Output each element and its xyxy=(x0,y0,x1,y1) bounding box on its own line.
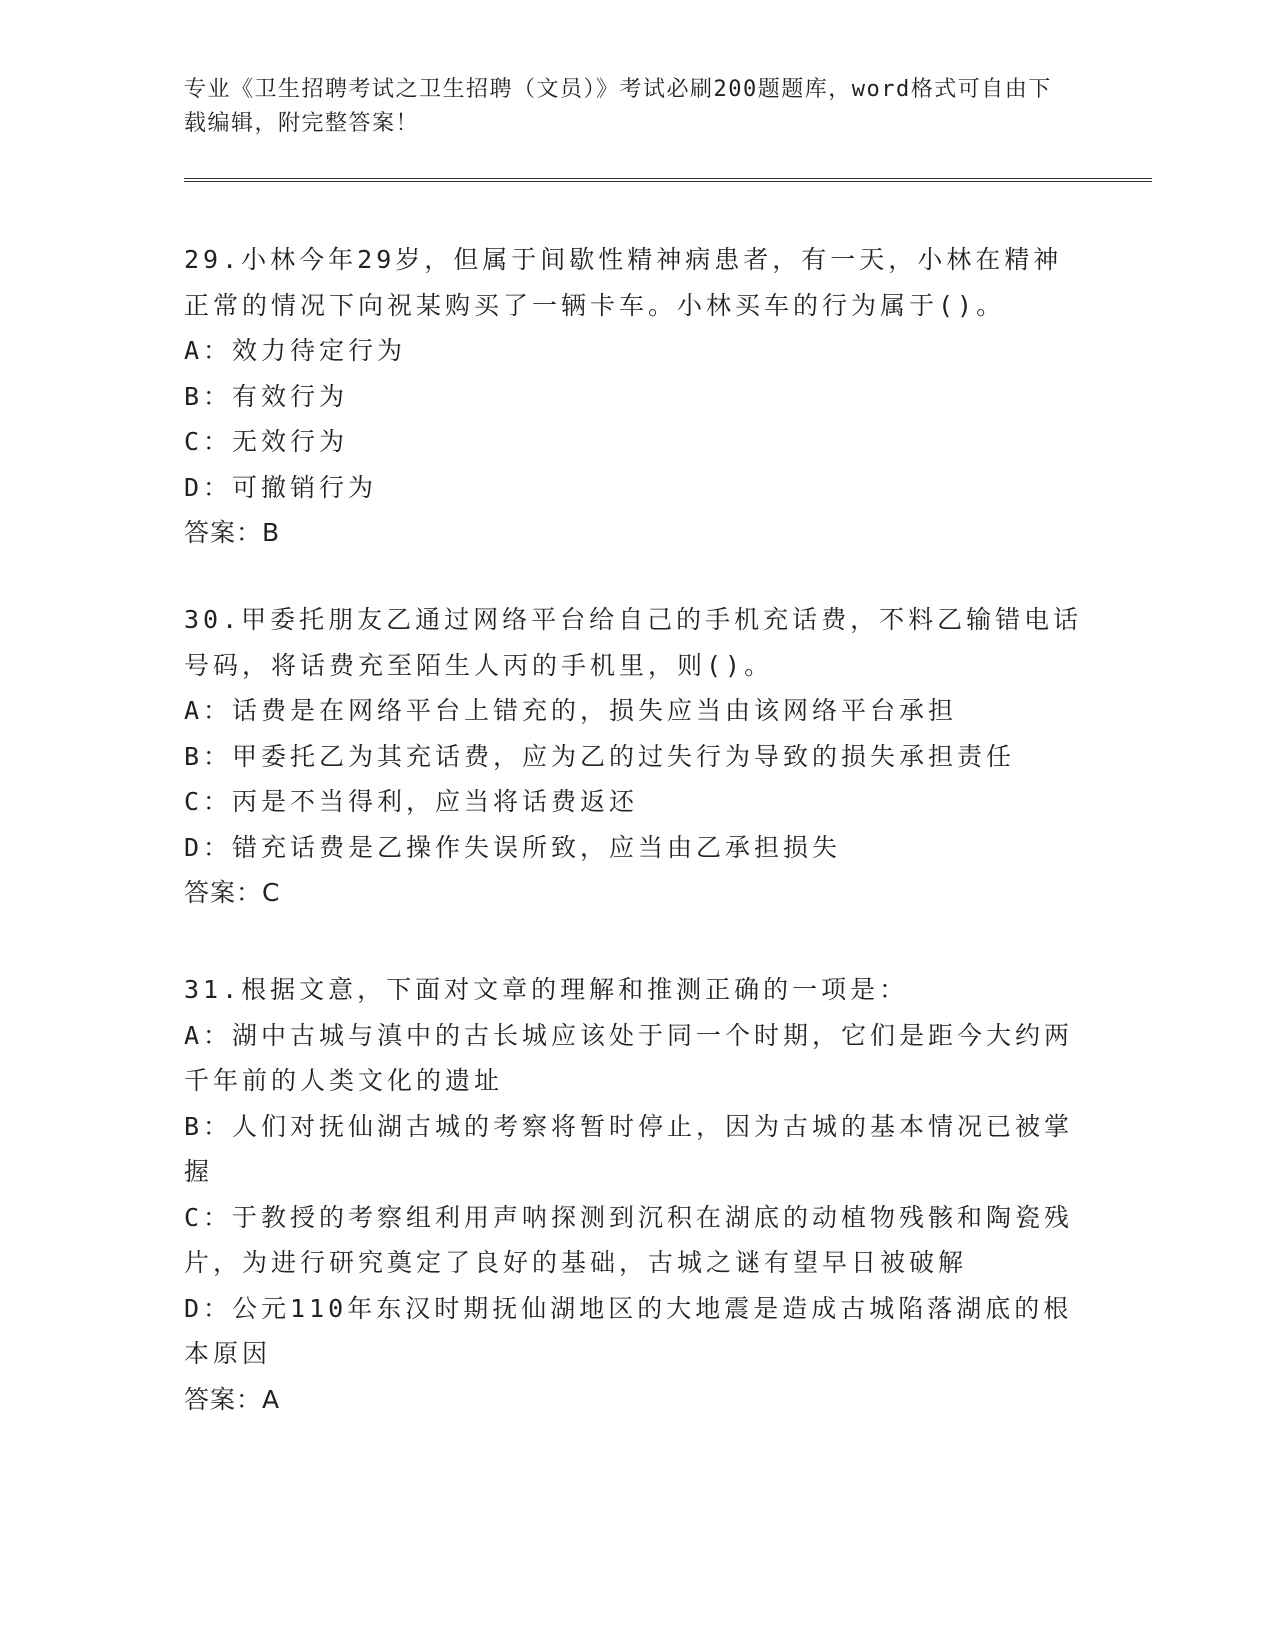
answer: 答案：B xyxy=(184,518,281,547)
answer: 答案：C xyxy=(184,878,281,907)
option-d: D：可撤销行为 xyxy=(184,472,378,502)
question-stem: 30.甲委托朋友乙通过网络平台给自己的手机充话费，不料乙输错电话号码，将话费充至陌生人丙的手机里，则()。 xyxy=(184,605,1083,680)
question-block xyxy=(184,967,1084,1422)
question-block xyxy=(184,237,1084,556)
document-header: 专业《卫生招聘考试之卫生招聘（文员）》考试必刷200题题库，word格式可自由下载编辑，附完整答案！ xyxy=(184,77,1052,136)
option-c: C：无效行为 xyxy=(184,427,349,456)
option-a: A：湖中古城与滇中的古长城应该处于同一个时期，它们是距今大约两千年前的人类文化的遗址 xyxy=(184,1020,1074,1095)
option-b: B：有效行为 xyxy=(184,381,349,411)
option-a: A：话费是在网络平台上错充的，损失应当由该网络平台承担 xyxy=(184,696,958,725)
header-divider xyxy=(184,178,1152,182)
option-b: B：甲委托乙为其充话费，应为乙的过失行为导致的损失承担责任 xyxy=(184,741,1016,771)
option-d: D：错充话费是乙操作失误所致，应当由乙承担损失 xyxy=(184,832,842,862)
option-a: A：效力待定行为 xyxy=(184,336,407,365)
option-b: B：人们对抚仙湖古城的考察将暂时停止，因为古城的基本情况已被掌握 xyxy=(184,1111,1074,1186)
question-stem: 29.小林今年29岁，但属于间歇性精神病患者，有一天，小林在精神正常的情况下向祝某购买了一辆卡车。小林买车的行为属于()。 xyxy=(184,245,1063,320)
answer: 答案：A xyxy=(184,1384,281,1414)
question-stem: 31.根据文意，下面对文章的理解和推测正确的一项是： xyxy=(184,975,909,1004)
question-block xyxy=(184,597,1084,916)
option-d: D：公元110年东汉时期抚仙湖地区的大地震是造成古城陷落湖底的根本原因 xyxy=(184,1293,1073,1368)
option-c: C：丙是不当得利，应当将话费返还 xyxy=(184,787,639,816)
option-c: C：于教授的考察组利用声呐探测到沉积在湖底的动植物残骸和陶瓷残片，为进行研究奠定了良好的基础，古城之谜有望早日被破解 xyxy=(184,1202,1074,1277)
